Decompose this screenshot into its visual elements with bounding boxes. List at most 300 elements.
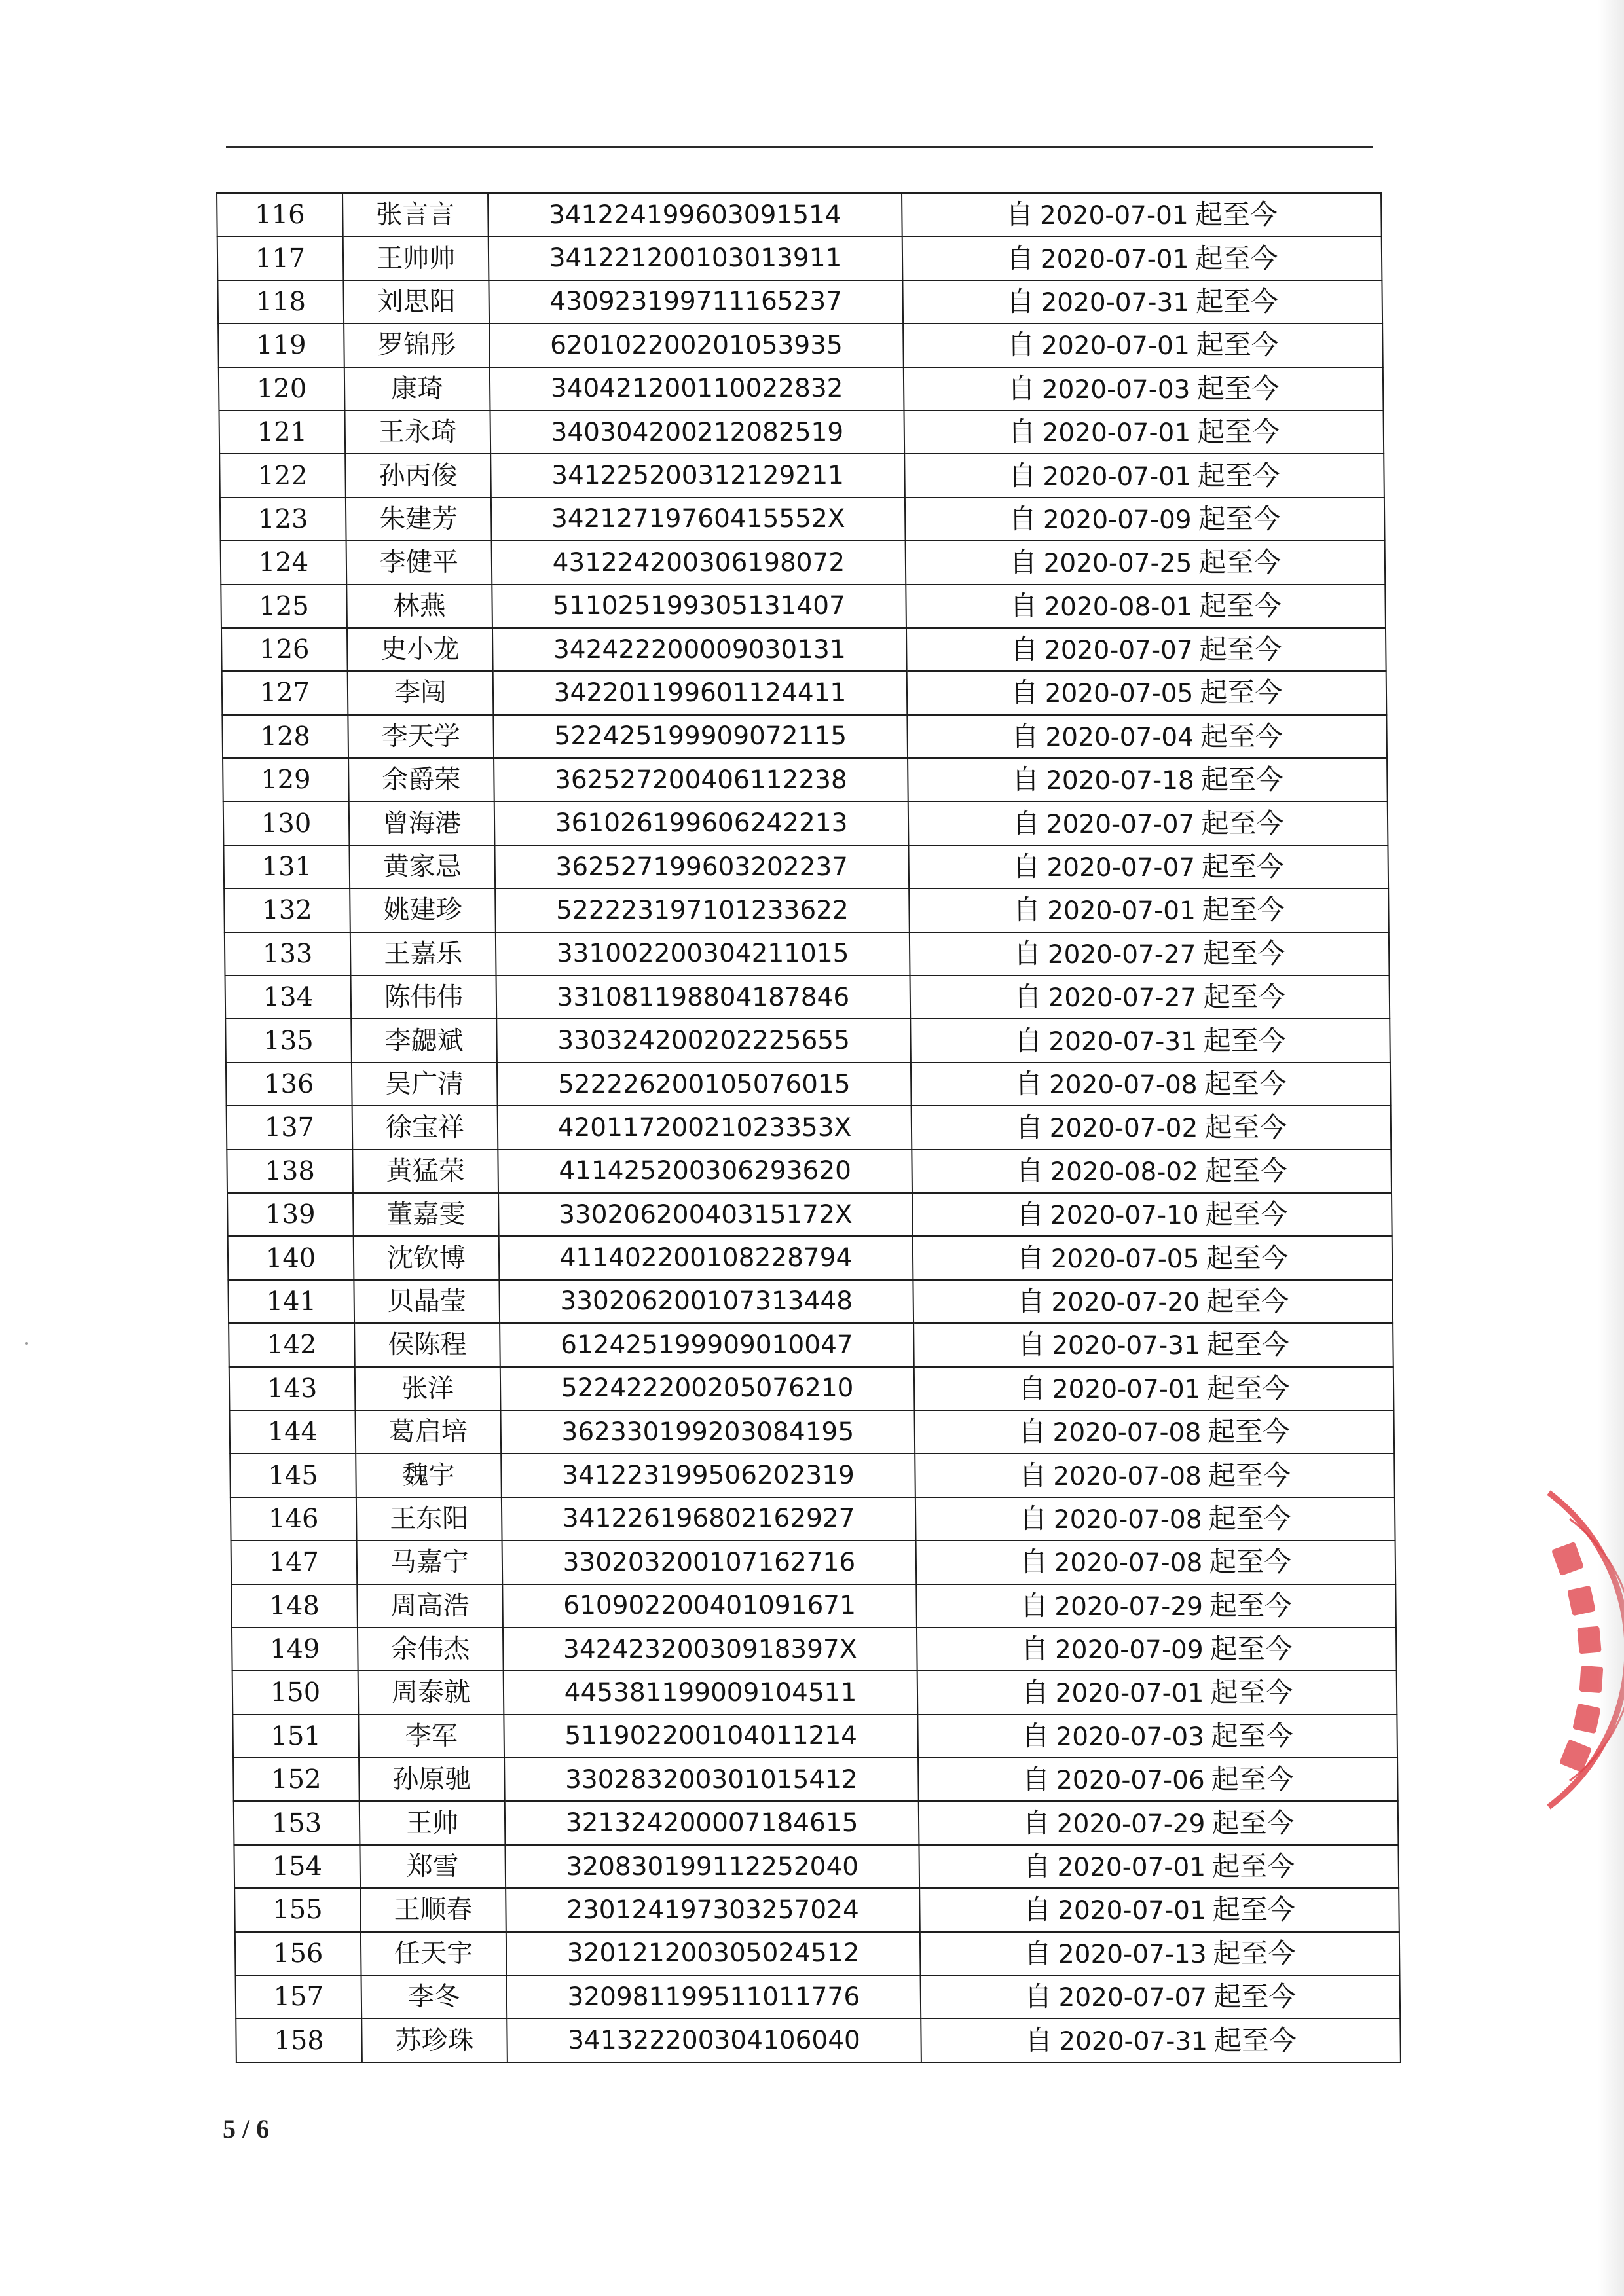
- period-cell: [906, 628, 1386, 671]
- period-suffix: 起至今: [1195, 242, 1278, 274]
- id-number-cell: 341225200312129211: [490, 454, 905, 497]
- period-prefix: 自: [1010, 676, 1039, 709]
- name-cell: 郑雪: [360, 1845, 506, 1888]
- period-date: 2020-07-01: [1055, 1679, 1204, 1709]
- table-row: [220, 498, 1385, 541]
- period-cell: [914, 1367, 1394, 1410]
- period-suffix: 起至今: [1208, 1459, 1291, 1491]
- id-number-cell: 34242320030918397X: [503, 1628, 917, 1671]
- period-suffix: 起至今: [1195, 285, 1279, 318]
- name-cell: 孙丙俊: [345, 454, 491, 497]
- period-prefix: 自: [1022, 1719, 1050, 1752]
- table-row: [235, 1932, 1400, 1975]
- period-cell: [906, 541, 1386, 584]
- name-cell: 周高浩: [357, 1584, 503, 1628]
- period-cell: [913, 1280, 1393, 1323]
- period-date: 2020-07-29: [1056, 1809, 1206, 1839]
- id-number-cell: 511902200104011214: [504, 1715, 918, 1758]
- id-number-cell: 320830199112252040: [505, 1845, 919, 1888]
- name-cell: 侯陈程: [354, 1323, 500, 1366]
- table-row: [221, 628, 1386, 671]
- id-number-cell: 340304200212082519: [490, 410, 904, 454]
- name-cell: 罗锦彤: [344, 323, 490, 367]
- scan-speck: [25, 1342, 28, 1345]
- period-cell: [911, 1063, 1391, 1106]
- name-cell: 王东阳: [356, 1497, 502, 1540]
- period-suffix: 起至今: [1206, 1285, 1289, 1317]
- id-number-cell: 330324200202225655: [496, 1019, 911, 1062]
- period-prefix: 自: [1012, 894, 1041, 926]
- table-row: [219, 454, 1384, 497]
- id-number-cell: 331081198804187846: [496, 975, 911, 1019]
- period-prefix: 自: [1016, 1198, 1044, 1231]
- row-number-cell: 126: [221, 628, 348, 671]
- period-suffix: 起至今: [1200, 676, 1283, 709]
- period-suffix: 起至今: [1203, 1024, 1287, 1057]
- period-prefix: 自: [1016, 1241, 1044, 1274]
- id-number-cell: 320121200305024512: [506, 1932, 921, 1975]
- table-row: [227, 1193, 1392, 1236]
- name-cell: 董嘉雯: [353, 1193, 499, 1236]
- name-cell: 葛启培: [355, 1410, 501, 1453]
- period-cell: [917, 1715, 1397, 1758]
- period-suffix: 起至今: [1207, 1415, 1291, 1448]
- table-row: [231, 1497, 1395, 1540]
- period-prefix: 自: [1010, 589, 1038, 622]
- period-date: 2020-07-08: [1053, 1504, 1202, 1535]
- row-number-cell: 132: [224, 888, 350, 932]
- id-number-cell: 230124197303257024: [506, 1888, 920, 1931]
- id-number-cell: 620102200201053935: [489, 323, 904, 367]
- row-number-cell: 123: [220, 498, 346, 541]
- id-number-cell: 612425199909010047: [500, 1323, 914, 1366]
- id-number-cell: 342422200009030131: [492, 628, 907, 671]
- name-cell: 李军: [358, 1715, 504, 1758]
- period-suffix: 起至今: [1201, 807, 1284, 839]
- period-cell: [910, 932, 1390, 975]
- name-cell: 黄猛荣: [352, 1150, 498, 1193]
- period-prefix: 自: [1017, 1285, 1045, 1317]
- period-prefix: 自: [1024, 1980, 1052, 2013]
- table-row: [223, 801, 1388, 845]
- table-row: [217, 193, 1382, 236]
- id-number-cell: 42011720021023353X: [498, 1106, 912, 1149]
- period-suffix: 起至今: [1198, 589, 1282, 622]
- period-suffix: 起至今: [1197, 459, 1281, 492]
- period-date: 2020-08-01: [1044, 592, 1193, 622]
- roster-table: [216, 192, 1401, 2063]
- period-cell: [908, 845, 1388, 888]
- header-rule: [226, 146, 1373, 148]
- period-prefix: 自: [1018, 1415, 1046, 1448]
- period-date: 2020-07-08: [1052, 1418, 1202, 1448]
- table-row: [229, 1367, 1394, 1410]
- row-number-cell: 147: [231, 1540, 358, 1584]
- period-date: 2020-07-27: [1048, 983, 1197, 1013]
- table-row: [228, 1236, 1393, 1279]
- period-date: 2020-07-05: [1050, 1244, 1200, 1274]
- name-cell: 康琦: [344, 367, 490, 410]
- table-row: [231, 1584, 1396, 1628]
- period-prefix: 自: [1007, 372, 1036, 405]
- period-suffix: 起至今: [1213, 1980, 1297, 2013]
- row-number-cell: 157: [236, 1975, 362, 2018]
- name-cell: 李天学: [348, 715, 494, 758]
- period-date: 2020-07-05: [1044, 679, 1194, 709]
- table-row: [231, 1540, 1396, 1584]
- period-prefix: 自: [1015, 1111, 1043, 1144]
- period-cell: [912, 1150, 1392, 1193]
- id-number-cell: 321324200007184615: [505, 1801, 919, 1844]
- id-number-cell: 445381199009104511: [504, 1671, 918, 1714]
- period-suffix: 起至今: [1207, 1372, 1290, 1404]
- period-date: 2020-07-01: [1057, 1853, 1206, 1883]
- name-cell: 李健平: [346, 541, 492, 584]
- id-number-cell: 341322200304106040: [507, 2018, 921, 2062]
- period-suffix: 起至今: [1209, 1633, 1293, 1666]
- period-cell: [904, 454, 1384, 497]
- id-number-cell: 610902200401091671: [502, 1584, 917, 1628]
- id-number-cell: 330283200301015412: [504, 1758, 919, 1801]
- row-number-cell: 146: [231, 1497, 357, 1540]
- name-cell: 魏宇: [356, 1453, 502, 1497]
- period-suffix: 起至今: [1213, 1937, 1296, 1969]
- row-number-cell: 152: [233, 1758, 360, 1801]
- row-number-cell: 144: [229, 1410, 356, 1453]
- period-cell: [913, 1236, 1393, 1279]
- period-suffix: 起至今: [1211, 1806, 1295, 1839]
- period-date: 2020-07-01: [1042, 462, 1192, 492]
- table-row: [232, 1671, 1397, 1714]
- period-date: 2020-07-25: [1043, 549, 1192, 579]
- period-cell: [919, 1801, 1399, 1844]
- table-row: [223, 845, 1388, 888]
- table-row: [222, 671, 1387, 714]
- period-date: 2020-07-01: [1057, 1896, 1207, 1926]
- table-row: [227, 1150, 1392, 1193]
- table-row: [221, 585, 1386, 628]
- period-prefix: 自: [1012, 850, 1041, 883]
- id-number-cell: 330203200107162716: [502, 1540, 917, 1584]
- period-suffix: 起至今: [1196, 329, 1280, 361]
- id-number-cell: 33020620040315172X: [498, 1193, 913, 1236]
- period-date: 2020-07-07: [1058, 1983, 1208, 2013]
- period-prefix: 自: [1018, 1459, 1047, 1491]
- period-cell: [916, 1584, 1396, 1628]
- id-number-cell: 34212719760415552X: [491, 498, 906, 541]
- period-suffix: 起至今: [1206, 1328, 1290, 1361]
- name-cell: 任天宇: [361, 1932, 507, 1975]
- period-cell: [908, 801, 1388, 845]
- period-cell: [919, 1845, 1399, 1888]
- period-date: 2020-07-31: [1051, 1331, 1201, 1361]
- id-number-cell: 431224200306198072: [492, 541, 906, 584]
- period-prefix: 自: [1006, 242, 1034, 274]
- period-date: 2020-07-07: [1046, 809, 1195, 839]
- period-cell: [902, 193, 1382, 236]
- table-row: [224, 888, 1389, 932]
- row-number-cell: 137: [227, 1106, 353, 1149]
- id-number-cell: 511025199305131407: [492, 585, 906, 628]
- period-cell: [905, 498, 1385, 541]
- id-number-cell: 522226200105076015: [497, 1063, 912, 1106]
- period-suffix: 起至今: [1204, 1068, 1287, 1100]
- period-date: 2020-07-08: [1054, 1548, 1203, 1578]
- period-prefix: 自: [1016, 1154, 1044, 1187]
- period-cell: [910, 1019, 1390, 1062]
- period-suffix: 起至今: [1198, 546, 1282, 579]
- row-number-cell: 151: [232, 1715, 359, 1758]
- table-row: [229, 1410, 1394, 1453]
- table-row: [225, 975, 1390, 1019]
- period-date: 2020-07-27: [1047, 939, 1196, 970]
- row-number-cell: 129: [223, 758, 349, 801]
- period-suffix: 起至今: [1204, 1154, 1288, 1187]
- period-prefix: 自: [1022, 1806, 1051, 1839]
- name-cell: 李冬: [361, 1975, 507, 2018]
- table-row: [227, 1106, 1392, 1149]
- table-row: [221, 541, 1386, 584]
- row-number-cell: 141: [228, 1280, 354, 1323]
- period-date: 2020-07-13: [1058, 1939, 1207, 1969]
- period-suffix: 起至今: [1210, 1719, 1294, 1752]
- name-cell: 张言言: [342, 193, 489, 236]
- name-cell: 沈钦博: [354, 1236, 500, 1279]
- row-number-cell: 121: [219, 410, 345, 454]
- period-date: 2020-07-31: [1059, 2026, 1208, 2056]
- period-cell: [921, 2018, 1401, 2062]
- period-cell: [904, 367, 1384, 410]
- table-row: [234, 1845, 1399, 1888]
- row-number-cell: 127: [222, 671, 348, 714]
- id-number-cell: 362330199203084195: [500, 1410, 915, 1453]
- period-prefix: 自: [1006, 329, 1035, 361]
- table-row: [236, 2018, 1401, 2062]
- row-number-cell: 155: [234, 1888, 361, 1931]
- name-cell: 余爵荣: [348, 758, 494, 801]
- table-row: [218, 323, 1383, 367]
- period-cell: [908, 758, 1388, 801]
- period-prefix: 自: [1020, 1546, 1048, 1578]
- period-suffix: 起至今: [1199, 633, 1282, 666]
- period-suffix: 起至今: [1210, 1676, 1293, 1709]
- period-suffix: 起至今: [1194, 198, 1278, 231]
- name-cell: 王永琦: [344, 410, 490, 454]
- period-date: 2020-07-20: [1051, 1287, 1200, 1317]
- id-number-cell: 341224199603091514: [488, 193, 902, 236]
- id-number-cell: 522223197101233622: [495, 888, 910, 932]
- period-date: 2020-07-01: [1039, 201, 1189, 231]
- row-number-cell: 122: [219, 454, 346, 497]
- id-number-cell: 411425200306293620: [498, 1150, 912, 1193]
- period-cell: [913, 1323, 1393, 1366]
- period-suffix: 起至今: [1209, 1589, 1293, 1622]
- name-cell: 王顺春: [360, 1888, 506, 1931]
- period-date: 2020-07-08: [1052, 1461, 1202, 1491]
- period-date: 2020-07-31: [1041, 287, 1190, 318]
- period-cell: [921, 1975, 1401, 2018]
- id-number-cell: 522422200205076210: [500, 1367, 915, 1410]
- period-date: 2020-07-07: [1046, 853, 1196, 883]
- period-cell: [919, 1888, 1399, 1931]
- period-date: 2020-07-01: [1040, 244, 1189, 274]
- table-row: [228, 1280, 1393, 1323]
- name-cell: 张洋: [355, 1367, 501, 1410]
- period-suffix: 起至今: [1208, 1502, 1291, 1535]
- row-number-cell: 135: [225, 1019, 352, 1062]
- period-prefix: 自: [1008, 459, 1037, 492]
- period-cell: [918, 1758, 1398, 1801]
- table-row: [234, 1801, 1399, 1844]
- period-date: 2020-07-09: [1043, 505, 1192, 535]
- id-number-cell: 411402200108228794: [499, 1236, 913, 1279]
- row-number-cell: 124: [221, 541, 347, 584]
- row-number-cell: 119: [218, 323, 344, 367]
- period-prefix: 自: [1017, 1328, 1046, 1361]
- name-cell: 李闯: [348, 671, 494, 714]
- row-number-cell: 153: [234, 1801, 360, 1844]
- period-prefix: 自: [1024, 2024, 1053, 2056]
- row-number-cell: 140: [228, 1236, 354, 1279]
- period-cell: [906, 585, 1386, 628]
- period-suffix: 起至今: [1200, 763, 1283, 796]
- row-number-cell: 156: [235, 1932, 361, 1975]
- row-number-cell: 142: [229, 1323, 355, 1366]
- period-date: 2020-07-09: [1054, 1635, 1204, 1666]
- period-date: 2020-07-01: [1042, 418, 1191, 448]
- period-suffix: 起至今: [1202, 981, 1286, 1013]
- name-cell: 徐宝祥: [352, 1106, 498, 1149]
- period-date: 2020-07-01: [1041, 331, 1190, 361]
- id-number-cell: 341226196802162927: [502, 1497, 916, 1540]
- period-prefix: 自: [1011, 720, 1039, 752]
- row-number-cell: 149: [232, 1628, 358, 1671]
- period-cell: [907, 671, 1387, 714]
- period-prefix: 自: [1023, 1850, 1051, 1883]
- name-cell: 余伟杰: [358, 1628, 504, 1671]
- name-cell: 李勰斌: [351, 1019, 497, 1062]
- period-date: 2020-07-01: [1046, 896, 1196, 926]
- period-cell: [909, 888, 1389, 932]
- table-row: [225, 1019, 1390, 1062]
- row-number-cell: 120: [219, 367, 345, 410]
- table-row: [232, 1715, 1397, 1758]
- row-number-cell: 118: [217, 280, 344, 323]
- period-cell: [915, 1497, 1395, 1540]
- period-cell: [902, 236, 1382, 280]
- row-number-cell: 154: [234, 1845, 360, 1888]
- name-cell: 贝晶莹: [354, 1280, 500, 1323]
- period-cell: [915, 1453, 1395, 1497]
- period-prefix: 自: [1006, 285, 1035, 318]
- period-date: 2020-07-07: [1044, 636, 1193, 666]
- period-date: 2020-07-01: [1052, 1374, 1201, 1404]
- period-prefix: 自: [1018, 1372, 1046, 1404]
- period-cell: [916, 1540, 1396, 1584]
- id-number-cell: 341223199506202319: [501, 1453, 915, 1497]
- period-suffix: 起至今: [1213, 2024, 1297, 2056]
- period-prefix: 自: [1020, 1633, 1049, 1666]
- row-number-cell: 145: [230, 1453, 356, 1497]
- id-number-cell: 361026199606242213: [494, 801, 909, 845]
- period-suffix: 起至今: [1212, 1893, 1296, 1926]
- name-cell: 姚建珍: [350, 888, 496, 932]
- period-prefix: 自: [1024, 1937, 1052, 1969]
- period-suffix: 起至今: [1205, 1198, 1288, 1231]
- period-date: 2020-07-04: [1045, 722, 1194, 752]
- id-number-cell: 362527200406112238: [494, 758, 908, 801]
- name-cell: 史小龙: [347, 628, 493, 671]
- name-cell: 黄家忌: [349, 845, 495, 888]
- name-cell: 林燕: [346, 585, 492, 628]
- table-row: [219, 410, 1384, 454]
- id-number-cell: 340421200110022832: [490, 367, 904, 410]
- id-number-cell: 330206200107313448: [499, 1280, 913, 1323]
- period-prefix: 自: [1020, 1589, 1048, 1622]
- row-number-cell: 148: [231, 1584, 358, 1628]
- period-suffix: 起至今: [1196, 416, 1280, 448]
- period-date: 2020-07-18: [1045, 766, 1194, 796]
- table-row: [222, 715, 1387, 758]
- period-prefix: 自: [1010, 633, 1039, 666]
- period-suffix: 起至今: [1196, 372, 1280, 405]
- period-cell: [910, 975, 1390, 1019]
- roster-table-body: [217, 193, 1401, 2062]
- table-row: [225, 932, 1390, 975]
- table-row: [233, 1758, 1398, 1801]
- row-number-cell: 150: [232, 1671, 359, 1714]
- period-prefix: 自: [1012, 807, 1041, 839]
- table-row: [219, 367, 1384, 410]
- name-cell: 苏珍珠: [361, 2018, 507, 2062]
- name-cell: 吴广清: [352, 1063, 498, 1106]
- row-number-cell: 128: [222, 715, 348, 758]
- period-date: 2020-08-02: [1050, 1157, 1199, 1187]
- name-cell: 孙原驰: [359, 1758, 505, 1801]
- table-row: [229, 1323, 1393, 1366]
- period-prefix: 自: [1009, 546, 1037, 579]
- period-date: 2020-07-03: [1041, 374, 1190, 405]
- table-row: [232, 1628, 1397, 1671]
- row-number-cell: 116: [217, 193, 343, 236]
- row-number-cell: 158: [236, 2018, 362, 2062]
- name-cell: 王嘉乐: [350, 932, 496, 975]
- period-prefix: 自: [1019, 1502, 1048, 1535]
- period-prefix: 自: [1005, 198, 1034, 231]
- period-suffix: 起至今: [1202, 937, 1285, 970]
- id-number-cell: 341221200103013911: [489, 236, 903, 280]
- table-row: [230, 1453, 1395, 1497]
- period-suffix: 起至今: [1206, 1241, 1289, 1274]
- name-cell: 王帅: [360, 1801, 506, 1844]
- period-date: 2020-07-08: [1048, 1070, 1198, 1100]
- row-number-cell: 143: [229, 1367, 356, 1410]
- period-date: 2020-07-03: [1056, 1722, 1205, 1752]
- period-cell: [917, 1671, 1397, 1714]
- period-suffix: 起至今: [1201, 850, 1285, 883]
- period-suffix: 起至今: [1198, 502, 1281, 535]
- period-date: 2020-07-31: [1048, 1027, 1198, 1057]
- period-suffix: 起至今: [1200, 720, 1283, 752]
- name-cell: 朱建芳: [346, 498, 492, 541]
- name-cell: 曾海港: [349, 801, 495, 845]
- table-row: [234, 1888, 1399, 1931]
- row-number-cell: 139: [227, 1193, 354, 1236]
- period-suffix: 起至今: [1202, 894, 1285, 926]
- period-prefix: 自: [1008, 416, 1036, 448]
- table-row: [223, 758, 1388, 801]
- period-suffix: 起至今: [1211, 1850, 1295, 1883]
